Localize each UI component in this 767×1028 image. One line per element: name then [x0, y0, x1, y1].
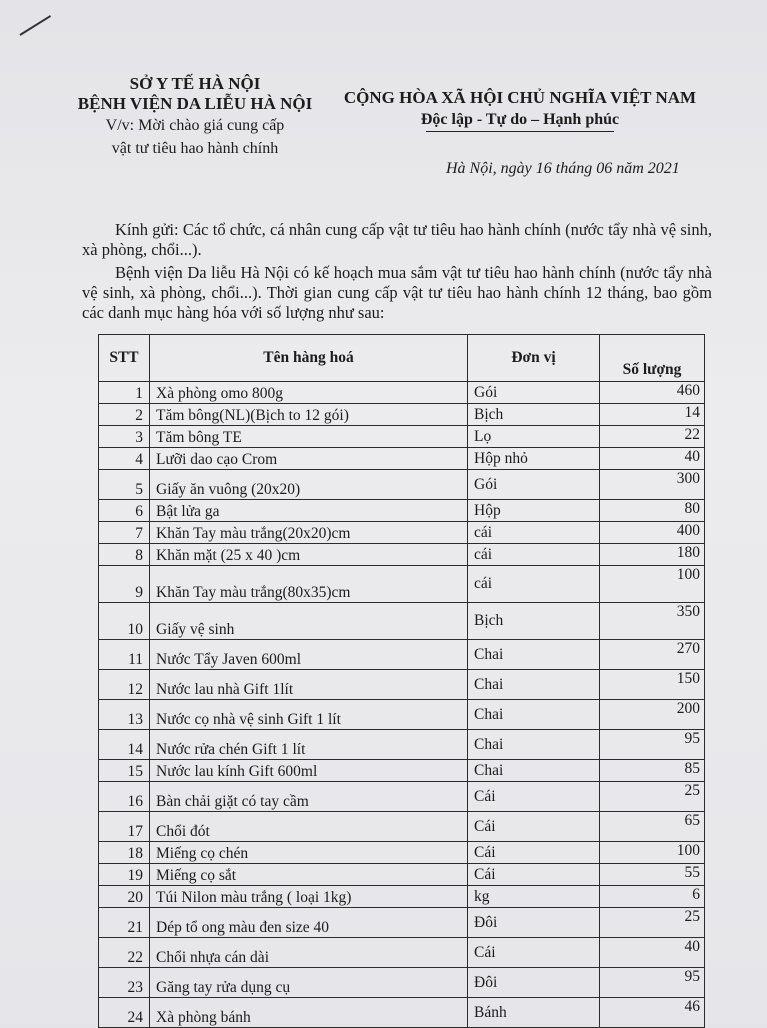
- row-name: Tăm bông TE: [150, 426, 468, 448]
- row-stt: 23: [99, 968, 150, 998]
- row-stt: 12: [99, 670, 150, 700]
- row-stt: 20: [99, 886, 150, 908]
- row-stt: 13: [99, 700, 150, 730]
- row-name: Nước Tẩy Javen 600ml: [150, 640, 468, 670]
- row-qty: 80: [600, 500, 705, 522]
- row-name: Chổi nhựa cán dài: [150, 938, 468, 968]
- row-name: Dép tổ ong màu đen size 40: [150, 908, 468, 938]
- row-stt: 3: [99, 426, 150, 448]
- header-unit: Đơn vị: [468, 335, 600, 382]
- header-name: Tên hàng hoá: [150, 335, 468, 382]
- row-stt: 7: [99, 522, 150, 544]
- row-stt: 15: [99, 760, 150, 782]
- row-qty: 40: [600, 448, 705, 470]
- row-unit: Gói: [468, 470, 600, 500]
- table-row: [99, 426, 705, 448]
- row-name: Nước rửa chén Gift 1 lít: [150, 730, 468, 760]
- row-unit: Bánh: [468, 998, 600, 1028]
- row-unit: Gói: [468, 382, 600, 404]
- table-row: [99, 782, 705, 812]
- table-row: [99, 938, 705, 968]
- row-unit: cái: [468, 544, 600, 566]
- row-unit: Chai: [468, 640, 600, 670]
- row-qty: 40: [600, 938, 705, 968]
- row-name: Bàn chải giặt có tay cầm: [150, 782, 468, 812]
- table-row: [99, 544, 705, 566]
- subject-line-2: vật tư tiêu hao hành chính: [111, 140, 279, 157]
- table-row: [99, 700, 705, 730]
- row-name: Giấy vệ sinh: [150, 603, 468, 640]
- row-unit: Cái: [468, 782, 600, 812]
- row-unit: Hộp: [468, 500, 600, 522]
- row-stt: 11: [99, 640, 150, 670]
- table-row: [99, 730, 705, 760]
- row-qty: 300: [600, 470, 705, 500]
- header-qty: Số lượng: [600, 335, 705, 382]
- table-row: [99, 566, 705, 603]
- national-motto: Độc lập - Tự do – Hạnh phúc: [421, 109, 619, 131]
- row-name: Khăn mặt (25 x 40 )cm: [150, 544, 468, 566]
- row-qty: 100: [600, 842, 705, 864]
- row-name: Túi Nilon màu trắng ( loại 1kg): [150, 886, 468, 908]
- row-qty: 95: [600, 730, 705, 760]
- row-qty: 200: [600, 700, 705, 730]
- row-name: Găng tay rửa dụng cụ: [150, 968, 468, 998]
- table-row: [99, 886, 705, 908]
- row-name: Bật lửa ga: [150, 500, 468, 522]
- row-qty: 46: [600, 998, 705, 1028]
- row-stt: 21: [99, 908, 150, 938]
- nation-title: CỘNG HÒA XÃ HỘI CHỦ NGHĨA VIỆT NAM: [343, 88, 697, 107]
- issuer-header: [60, 74, 330, 160]
- row-unit: Hộp nhỏ: [468, 448, 600, 470]
- row-name: Nước lau kính Gift 600ml: [150, 760, 468, 782]
- row-stt: 17: [99, 812, 150, 842]
- national-header: [330, 87, 710, 131]
- row-name: Khăn Tay màu trắng(80x35)cm: [150, 566, 468, 603]
- row-stt: 19: [99, 864, 150, 886]
- table-row: [99, 603, 705, 640]
- row-qty: 85: [600, 760, 705, 782]
- row-name: Nước cọ nhà vệ sinh Gift 1 lít: [150, 700, 468, 730]
- row-stt: 9: [99, 566, 150, 603]
- row-stt: 1: [99, 382, 150, 404]
- row-unit: Chai: [468, 700, 600, 730]
- table-row: [99, 404, 705, 426]
- row-stt: 24: [99, 998, 150, 1028]
- table-row: [99, 864, 705, 886]
- table-row: [99, 470, 705, 500]
- row-name: Nước lau nhà Gift 1lít: [150, 670, 468, 700]
- row-name: Miếng cọ chén: [150, 842, 468, 864]
- row-stt: 6: [99, 500, 150, 522]
- row-stt: 14: [99, 730, 150, 760]
- row-name: Xà phòng omo 800g: [150, 382, 468, 404]
- row-qty: 460: [600, 382, 705, 404]
- row-unit: Cái: [468, 812, 600, 842]
- row-unit: kg: [468, 886, 600, 908]
- row-unit: Cái: [468, 864, 600, 886]
- table-row: [99, 640, 705, 670]
- table-row: [99, 670, 705, 700]
- row-unit: Chai: [468, 730, 600, 760]
- subject-line-1: V/v: Mời chào giá cung cấp: [105, 117, 285, 134]
- row-unit: Chai: [468, 760, 600, 782]
- table-header-row: [99, 335, 705, 382]
- row-qty: 25: [600, 782, 705, 812]
- hospital-name: BỆNH VIỆN DA LIỄU HÀ NỘI: [77, 94, 313, 113]
- items-table: [98, 334, 705, 1028]
- table-row: [99, 500, 705, 522]
- row-unit: cái: [468, 566, 600, 603]
- department-name: SỞ Y TẾ HÀ NỘI: [129, 74, 261, 93]
- row-qty: 400: [600, 522, 705, 544]
- table-row: [99, 908, 705, 938]
- pen-mark: [19, 15, 51, 36]
- row-name: Tăm bông(NL)(Bịch to 12 gói): [150, 404, 468, 426]
- row-qty: 25: [600, 908, 705, 938]
- row-qty: 14: [600, 404, 705, 426]
- row-qty: 150: [600, 670, 705, 700]
- row-stt: 2: [99, 404, 150, 426]
- row-stt: 10: [99, 603, 150, 640]
- row-qty: 270: [600, 640, 705, 670]
- table-row: [99, 382, 705, 404]
- row-qty: 65: [600, 812, 705, 842]
- row-unit: Đôi: [468, 968, 600, 998]
- row-stt: 22: [99, 938, 150, 968]
- table-row: [99, 812, 705, 842]
- row-unit: Bịch: [468, 404, 600, 426]
- row-stt: 4: [99, 448, 150, 470]
- table-row: [99, 842, 705, 864]
- row-unit: Đôi: [468, 908, 600, 938]
- row-stt: 16: [99, 782, 150, 812]
- row-unit: cái: [468, 522, 600, 544]
- row-stt: 5: [99, 470, 150, 500]
- row-unit: Bịch: [468, 603, 600, 640]
- row-unit: Cái: [468, 938, 600, 968]
- row-qty: 180: [600, 544, 705, 566]
- row-name: Chổi đót: [150, 812, 468, 842]
- header-stt: STT: [99, 335, 150, 382]
- row-name: Khăn Tay màu trắng(20x20)cm: [150, 522, 468, 544]
- table-row: [99, 522, 705, 544]
- letter-body: [82, 220, 712, 323]
- table-row: [99, 448, 705, 470]
- row-stt: 8: [99, 544, 150, 566]
- row-name: Miếng cọ sắt: [150, 864, 468, 886]
- row-name: Lưỡi dao cạo Crom: [150, 448, 468, 470]
- intro-paragraph: Bệnh viện Da liễu Hà Nội có kế hoạch mua sắm vật tư tiêu hao hành chính (nước tẩy nhà vệ sinh, xà phòng, chổi...). Thời gian cung cấp vật tư tiêu hao hành chính 12 tháng, bao gồm các danh mục hàng hóa với số lượng như sau:: [82, 263, 712, 322]
- row-qty: 55: [600, 864, 705, 886]
- row-name: Xà phòng bánh: [150, 998, 468, 1028]
- row-qty: 350: [600, 603, 705, 640]
- row-unit: Chai: [468, 670, 600, 700]
- row-qty: 22: [600, 426, 705, 448]
- table-row: [99, 760, 705, 782]
- document-date: Hà Nội, ngày 16 tháng 06 năm 2021: [446, 160, 680, 177]
- row-unit: Cái: [468, 842, 600, 864]
- table-row: [99, 998, 705, 1028]
- row-unit: Lọ: [468, 426, 600, 448]
- table-row: [99, 968, 705, 998]
- row-qty: 95: [600, 968, 705, 998]
- row-qty: 6: [600, 886, 705, 908]
- row-stt: 18: [99, 842, 150, 864]
- row-name: Giấy ăn vuông (20x20): [150, 470, 468, 500]
- greeting-paragraph: Kính gửi: Các tổ chức, cá nhân cung cấp vật tư tiêu hao hành chính (nước tẩy nhà vệ sinh, xà phòng, chổi...).: [82, 220, 712, 259]
- row-qty: 100: [600, 566, 705, 603]
